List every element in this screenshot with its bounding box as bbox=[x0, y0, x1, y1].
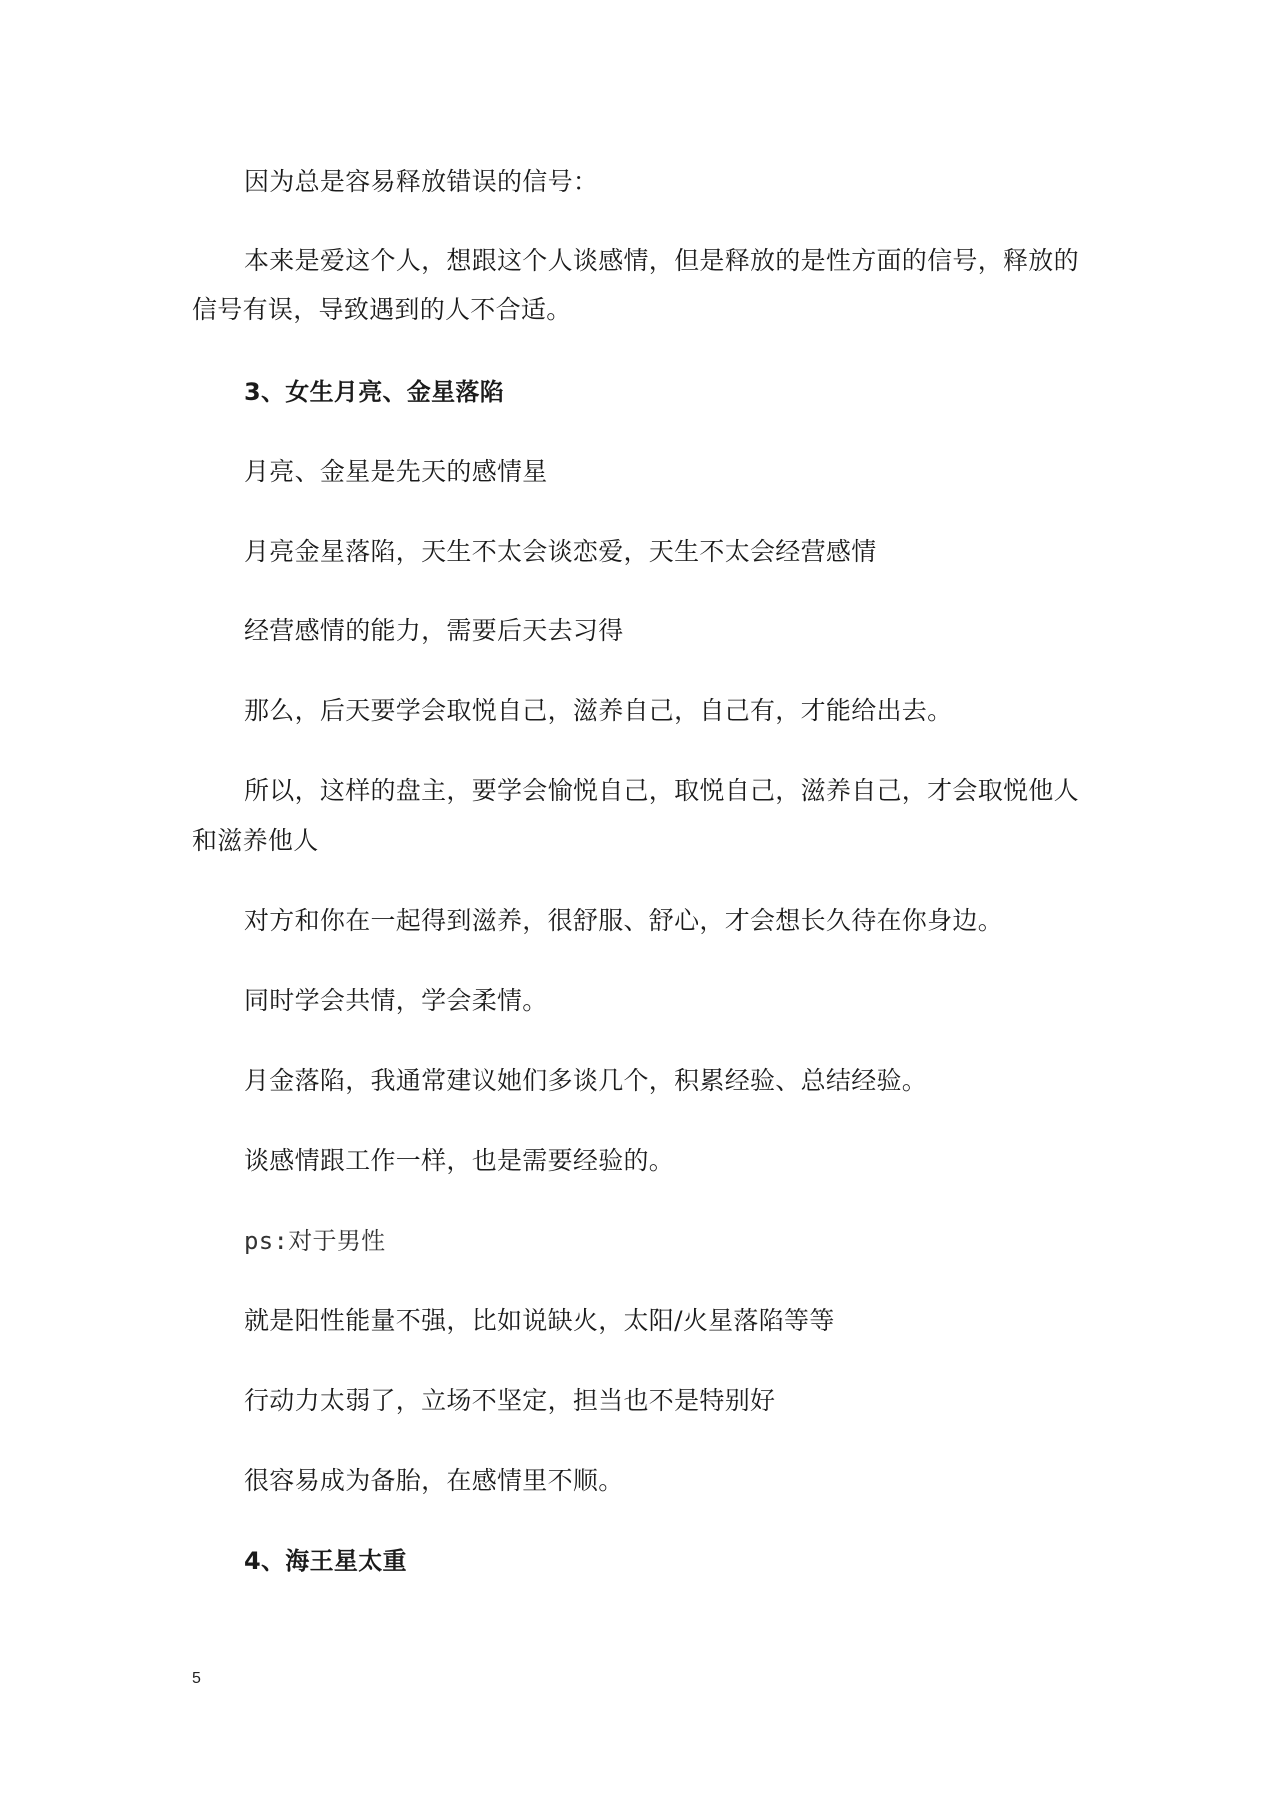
paragraph: 所以，这样的盘主，要学会愉悦自己，取悦自己，滋养自己，才会取悦他人 bbox=[244, 776, 1079, 805]
paragraph: 很容易成为备胎，在感情里不顺。 bbox=[244, 1466, 624, 1495]
paragraph-continuation: 和滋养他人 bbox=[192, 826, 319, 855]
paragraph: 行动力太弱了，立场不坚定，担当也不是特别好 bbox=[244, 1386, 776, 1415]
section-heading: 4、海王星太重 bbox=[244, 1547, 407, 1575]
paragraph: 就是阳性能量不强，比如说缺火，太阳/火星落陷等等 bbox=[244, 1306, 835, 1335]
paragraph: 月亮金星落陷，天生不太会谈恋爱，天生不太会经营感情 bbox=[244, 537, 877, 566]
paragraph: 月金落陷，我通常建议她们多谈几个，积累经验、总结经验。 bbox=[244, 1066, 928, 1095]
paragraph-ps-note: ps:对于男性 bbox=[244, 1227, 386, 1255]
paragraph: 因为总是容易释放错误的信号： bbox=[244, 167, 599, 196]
paragraph: 那么，后天要学会取悦自己，滋养自己，自己有，才能给出去。 bbox=[244, 696, 953, 725]
section-heading: 3、女生月亮、金星落陷 bbox=[244, 378, 504, 406]
paragraph: 经营感情的能力，需要后天去习得 bbox=[244, 616, 624, 645]
paragraph: 本来是爱这个人，想跟这个人谈感情，但是释放的是性方面的信号，释放的 bbox=[244, 246, 1079, 275]
paragraph-continuation: 信号有误，导致遇到的人不合适。 bbox=[192, 295, 572, 324]
paragraph: 同时学会共情，学会柔情。 bbox=[244, 986, 548, 1015]
page-number: 5 bbox=[192, 1670, 201, 1687]
paragraph: 谈感情跟工作一样，也是需要经验的。 bbox=[244, 1146, 675, 1175]
paragraph: 对方和你在一起得到滋养，很舒服、舒心，才会想长久待在你身边。 bbox=[244, 906, 1004, 935]
paragraph: 月亮、金星是先天的感情星 bbox=[244, 457, 548, 486]
